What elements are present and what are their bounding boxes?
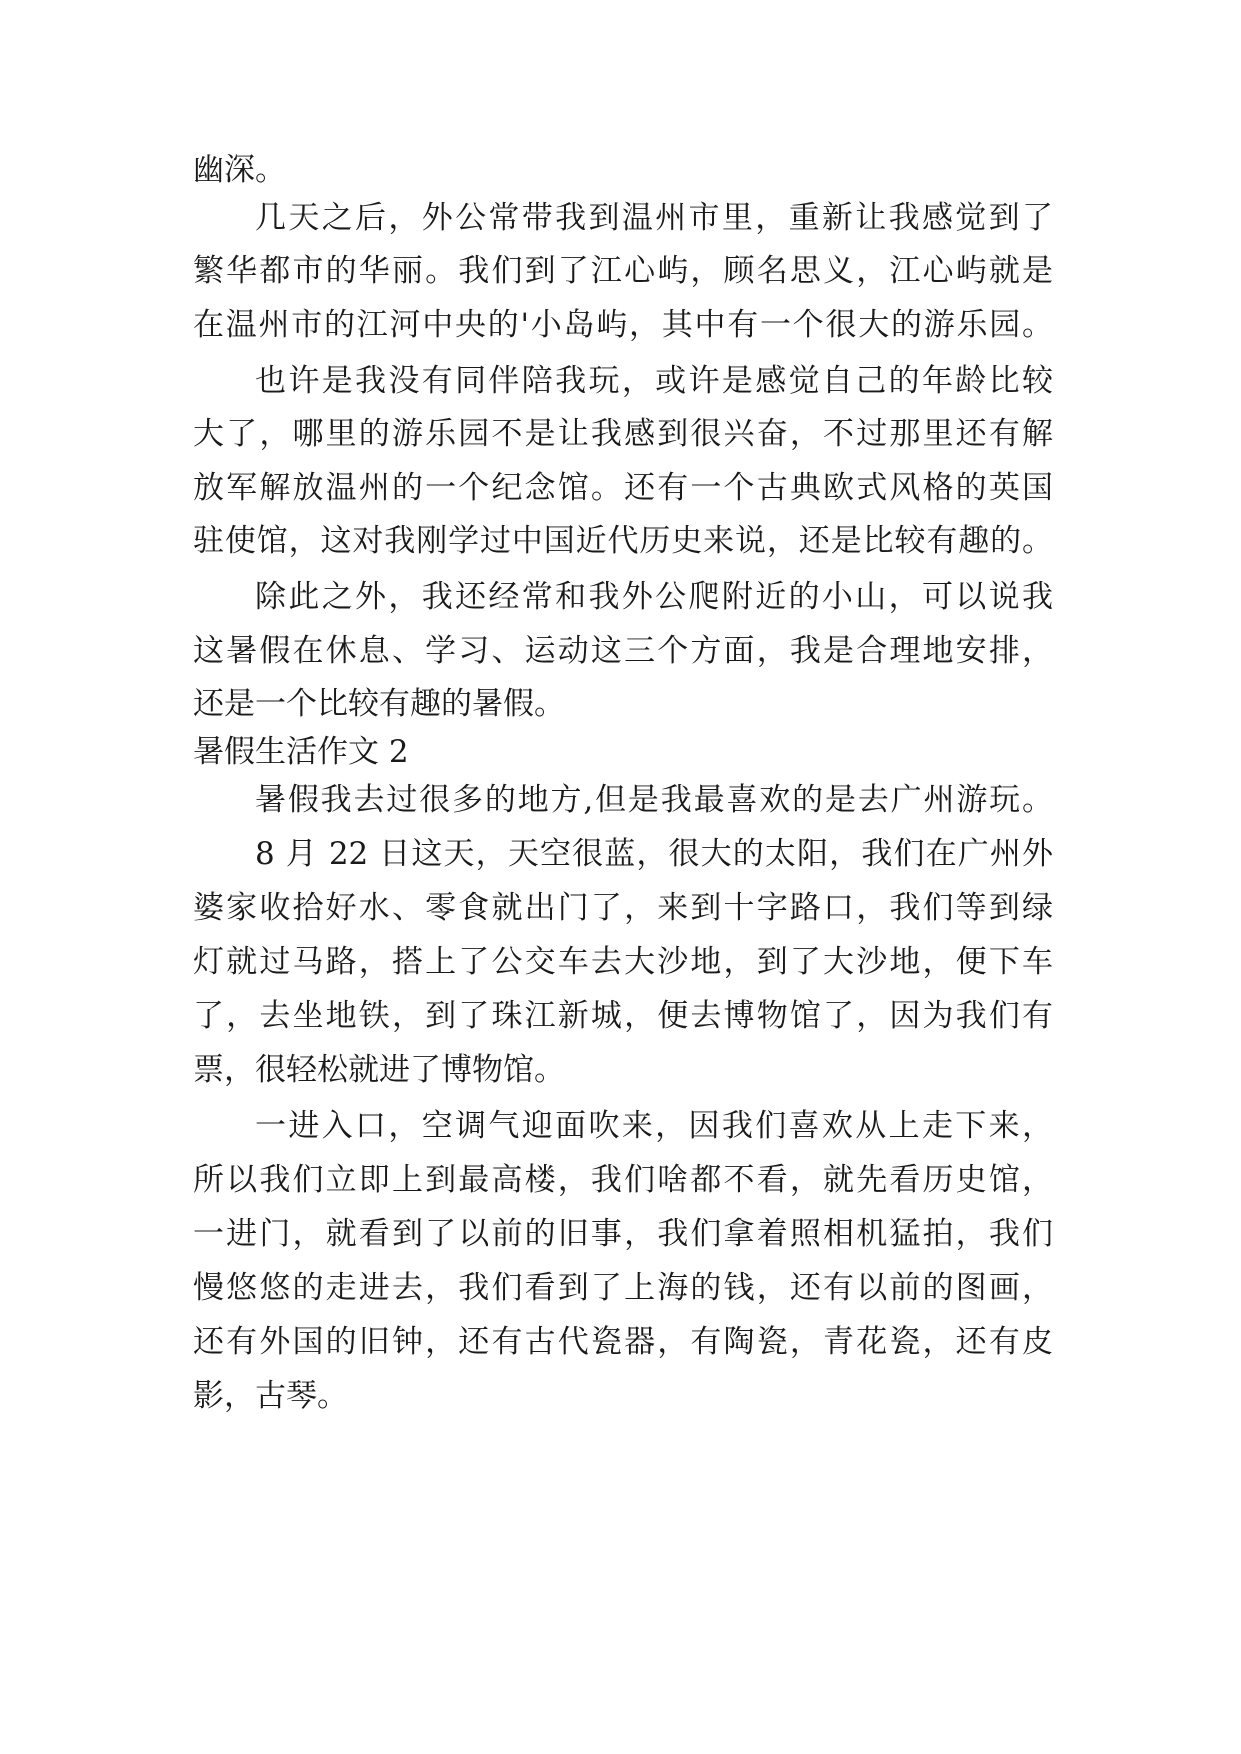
text-line: 一进入口，空调气迎面吹来，因我们喜欢从上走下来， (255, 1108, 1053, 1144)
text-line: 驻使馆，这对我刚学过中国近代历史来说，还是比较有趣的。 (193, 523, 1053, 559)
text-line: 影，古琴。 (193, 1378, 348, 1414)
text-line: 也许是我没有同伴陪我玩，或许是感觉自己的年龄比较 (255, 363, 1053, 399)
text-line: 8 月 22 日这天，天空很蓝，很大的太阳，我们在广州外 (255, 836, 1053, 872)
text-line: 除此之外，我还经常和我外公爬附近的小山，可以说我 (255, 579, 1053, 615)
text-line: 这暑假在休息、学习、运动这三个方面，我是合理地安排， (193, 633, 1053, 669)
text-line: 了，去坐地铁，到了珠江新城，便去博物馆了，因为我们有 (193, 998, 1053, 1034)
text-line: 票，很轻松就进了博物馆。 (193, 1052, 565, 1088)
text-line: 放军解放温州的一个纪念馆。还有一个古典欧式风格的英国 (193, 470, 1053, 506)
text-line: 所以我们立即上到最高楼，我们啥都不看，就先看历史馆， (193, 1162, 1053, 1198)
text-line: 在温州市的江河中央的'小岛屿，其中有一个很大的游乐园。 (193, 307, 1053, 343)
text-line: 一进门，就看到了以前的旧事，我们拿着照相机猛拍，我们 (193, 1216, 1053, 1252)
text-line: 幽深。 (193, 152, 286, 188)
text-line: 大了，哪里的游乐园不是让我感到很兴奋，不过那里还有解 (193, 416, 1053, 452)
text-line: 还是一个比较有趣的暑假。 (193, 686, 565, 722)
text-line: 灯就过马路，搭上了公交车去大沙地，到了大沙地，便下车 (193, 944, 1053, 980)
text-line: 婆家收拾好水、零食就出门了，来到十字路口，我们等到绿 (193, 890, 1053, 926)
text-line: 几天之后，外公常带我到温州市里，重新让我感觉到了 (255, 200, 1053, 236)
text-line: 慢悠悠的走进去，我们看到了上海的钱，还有以前的图画， (193, 1270, 1053, 1306)
section-heading: 暑假生活作文 2 (193, 734, 409, 770)
text-line: 还有外国的旧钟，还有古代瓷器，有陶瓷，青花瓷，还有皮 (193, 1324, 1053, 1360)
text-line: 繁华都市的华丽。我们到了江心屿，顾名思义，江心屿就是 (193, 253, 1053, 289)
text-line: 暑假我去过很多的地方,但是我最喜欢的是去广州游玩。 (255, 782, 1053, 818)
